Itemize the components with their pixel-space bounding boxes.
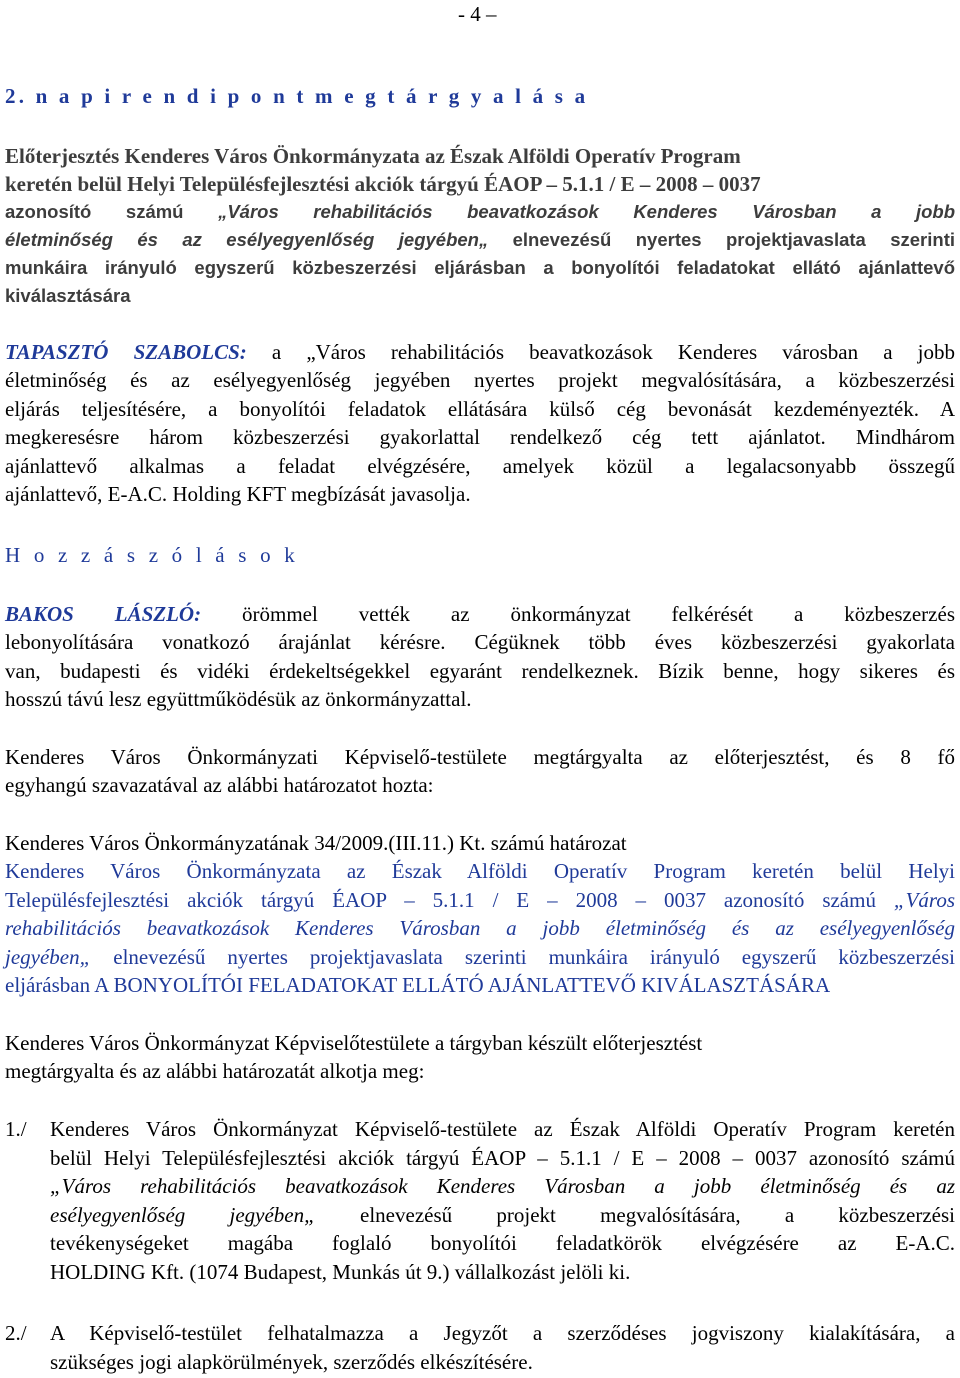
resolution-block bbox=[5, 829, 955, 999]
statement-line: ajánlattevő alkalmas a feladat elvégzésére, amelyek közül a legalacsonyabb összegű bbox=[5, 453, 955, 478]
project-name: „Város rehabilitációs beavatkozások Kenderes Városban a jobb bbox=[218, 201, 955, 222]
statement-line: eljárás teljesítésére, a bonyolítói feladatok ellátására külső cég bevonását kezdeményezték. A bbox=[5, 396, 955, 421]
item-line: esélyegyenlőség jegyében„ elnevezésű projekt megvalósítására, a közbeszerzési bbox=[50, 1202, 955, 1227]
vote-paragraph bbox=[5, 743, 955, 800]
resolution-item-2 bbox=[5, 1319, 955, 1376]
subject-line: kiválasztására bbox=[5, 285, 131, 306]
bakos-statement bbox=[5, 600, 955, 714]
item-number: 1./ bbox=[5, 1117, 27, 1141]
proposal-subject bbox=[5, 142, 955, 310]
statement-line: életminőség és az esélyegyenlőség jegyében nyertes projekt megvalósítására, a közbeszerzési bbox=[5, 368, 955, 393]
adopt-line: megtárgyalta és az alábbi határozatát alkotja meg: bbox=[5, 1059, 425, 1084]
agenda-item-title: 2. n a p i r e n d i p o n t m e g t á r g y a l á s a bbox=[5, 84, 589, 108]
subject-line: életminőség és az esélyegyenlőség jegyében„ elnevezésű nyertes projektjavaslata szerinti bbox=[5, 229, 955, 250]
resolution-line: Kenderes Város Önkormányzata az Észak Alföldi Operatív Program keretén belül Helyi bbox=[5, 859, 955, 884]
page-number: - 4 – bbox=[458, 2, 497, 26]
vote-line: egyhangú szavazatával az alábbi határozatot hozta: bbox=[5, 773, 434, 798]
item-number: 2./ bbox=[5, 1321, 27, 1345]
tapaszto-statement bbox=[5, 338, 955, 508]
adopt-line: Kenderes Város Önkormányzat Képviselőtestülete a tárgyban készült előterjesztést bbox=[5, 1031, 703, 1055]
item-line: „Város rehabilitációs beavatkozások Kenderes Városban a jobb életminőség és az bbox=[50, 1174, 955, 1199]
speaker-name: TAPASZTÓ SZABOLCS: bbox=[5, 340, 247, 364]
comments-heading: H o z z á s z ó l á s o k bbox=[5, 543, 299, 567]
subject-line: munkáira irányuló egyszerű közbeszerzési eljárásban a bonyolítói feladatokat ellátó ajánlattevő bbox=[5, 257, 955, 278]
project-name: jegyében„ bbox=[5, 944, 92, 969]
item-line: 1./ Kenderes Város Önkormányzat Képviselő-testülete az Észak Alföldi Operatív Program keretén bbox=[5, 1115, 955, 1144]
statement-line: ajánlattevő, E-A.C. Holding KFT megbízását javasolja. bbox=[5, 482, 471, 507]
statement-line: hosszú távú lesz együttműködésük az önkormányzattal. bbox=[5, 687, 472, 712]
item-line: belül Helyi Településfejlesztési akciók tárgyú ÉAOP – 5.1.1 / E – 2008 – 0037 azonosító számú bbox=[50, 1145, 955, 1170]
resolution-title: Kenderes Város Önkormányzatának 34/2009.(III.11.) Kt. számú határozat bbox=[5, 831, 627, 855]
resolution-line: Településfejlesztési akciók tárgyú ÉAOP – 5.1.1 / E – 2008 – 0037 azonosító számú „Város bbox=[5, 887, 955, 912]
item-line: HOLDING Kft. (1074 Budapest, Munkás út 9.) vállalkozást jelöli ki. bbox=[50, 1259, 631, 1284]
statement-line: megkeresésre három közbeszerzési gyakorlattal rendelkező cég tett ajánlatot. Mindhárom bbox=[5, 425, 955, 450]
statement-line: BAKOS LÁSZLÓ: örömmel vették az önkormányzat felkérését a közbeszerzés bbox=[5, 602, 955, 626]
subject-line: keretén belül Helyi Településfejlesztési akciók tárgyú ÉAOP – 5.1.1 / E – 2008 – 0037 bbox=[5, 172, 761, 196]
adopt-paragraph bbox=[5, 1029, 955, 1086]
resolution-line: eljárásban A BONYOLÍTÓI FELADATOKAT ELLÁTÓ AJÁNLATTEVŐ KIVÁLASZTÁSÁRA bbox=[5, 973, 831, 998]
vote-line: Kenderes Város Önkormányzati Képviselő-testülete megtárgyalta az előterjesztést, és 8 fő bbox=[5, 745, 955, 769]
statement-line: TAPASZTÓ SZABOLCS: a „Város rehabilitációs beavatkozások Kenderes városban a jobb bbox=[5, 340, 955, 364]
statement-line: lebonyolítására vonatkozó árajánlat kérésre. Cégüknek több éves közbeszerzési gyakorlata bbox=[5, 630, 955, 655]
project-name: életminőség és az esélyegyenlőség jegyében„ bbox=[5, 229, 489, 250]
project-name: „Város bbox=[893, 887, 955, 912]
item-line: tevékenységeket magába foglaló bonyolítói feladatkörök elvégzésére az E-A.C. bbox=[50, 1231, 955, 1256]
project-name: esélyegyenlőség jegyében„ bbox=[50, 1202, 316, 1227]
statement-line: van, budapesti és vidéki érdekeltségekkel egyaránt rendelkeznek. Bízik benne, hogy sikeres és bbox=[5, 658, 955, 683]
item-line: 2./ A Képviselő-testület felhatalmazza a Jegyzőt a szerződéses jogviszony kialakítására, a bbox=[5, 1319, 955, 1348]
speaker-name: BAKOS LÁSZLÓ: bbox=[5, 602, 202, 626]
resolution-line: rehabilitációs beavatkozások Kenderes Városban a jobb életminőség és az esélyegyenlőség bbox=[5, 916, 955, 941]
item-line: szükséges jogi alapkörülmények, szerződés elkészítésére. bbox=[50, 1349, 533, 1374]
subject-line: azonosító számú „Város rehabilitációs beavatkozások Kenderes Városban a jobb bbox=[5, 201, 955, 222]
resolution-line: jegyében„ elnevezésű nyertes projektjavaslata szerinti munkáira irányuló egyszerű közbeszerzési bbox=[5, 944, 955, 969]
subject-line: Előterjesztés Kenderes Város Önkormányzata az Észak Alföldi Operatív Program bbox=[5, 144, 741, 168]
resolution-item-1 bbox=[5, 1115, 955, 1287]
